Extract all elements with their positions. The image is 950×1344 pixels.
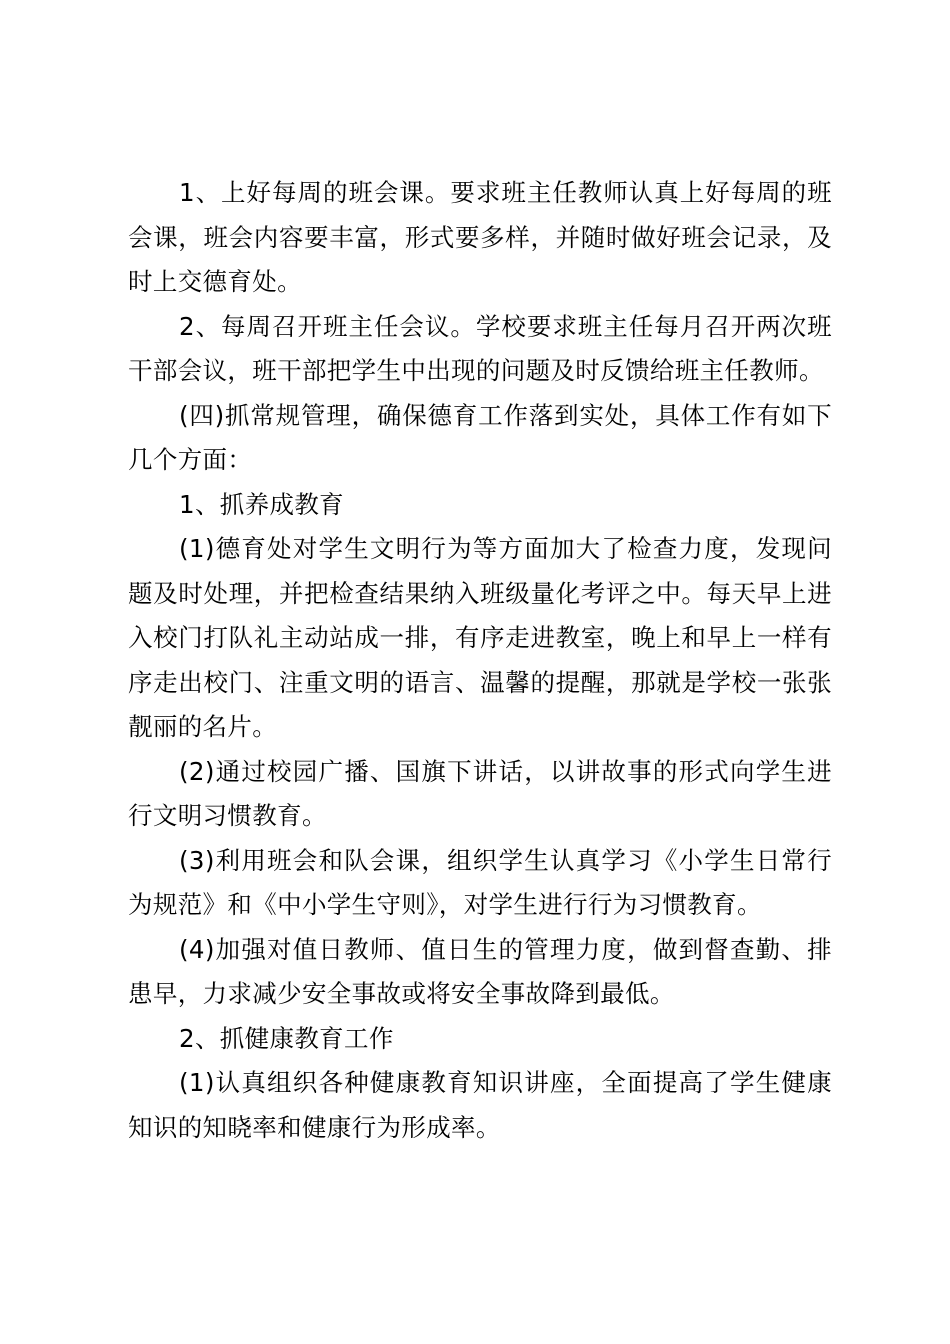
paragraph-1: 1、上好每周的班会课。要求班主任教师认真上好每周的班会课，班会内容要丰富，形式要多样，并随时做好班会记录，及时上交德育处。 (128, 178, 832, 296)
paragraph-2: 2、每周召开班主任会议。学校要求班主任每月召开两次班干部会议，班干部把学生中出现的问题及时反馈给班主任教师。 (128, 311, 832, 385)
document-body (128, 171, 832, 1150)
paragraph-4: 1、抓养成教育 (179, 489, 345, 519)
paragraph-10: (1)认真组织各种健康教育知识讲座，全面提高了学生健康知识的知晓率和健康行为形成率。 (128, 1068, 832, 1142)
paragraph-8: (4)加强对值日教师、值日生的管理力度，做到督查勤、排患早，力求减少安全事故或将安全事故降到最低。 (128, 934, 832, 1008)
paragraph-6: (2)通过校园广播、国旗下讲话，以讲故事的形式向学生进行文明习惯教育。 (128, 756, 832, 830)
paragraph-9: 2、抓健康教育工作 (179, 1023, 394, 1053)
paragraph-7: (3)利用班会和队会课，组织学生认真学习《小学生日常行为规范》和《中小学生守则》，对学生进行行为习惯教育。 (128, 845, 832, 919)
paragraph-5: (1)德育处对学生文明行为等方面加大了检查力度，发现问题及时处理，并把检查结果纳入班级量化考评之中。每天早上进入校门打队礼主动站成一排，有序走进教室，晚上和早上一样有序走出校门、注重文明的语言、温馨的提醒，那就是学校一张张靓丽的名片。 (128, 534, 832, 741)
paragraph-3: (四)抓常规管理，确保德育工作落到实处，具体工作有如下几个方面： (128, 400, 832, 474)
